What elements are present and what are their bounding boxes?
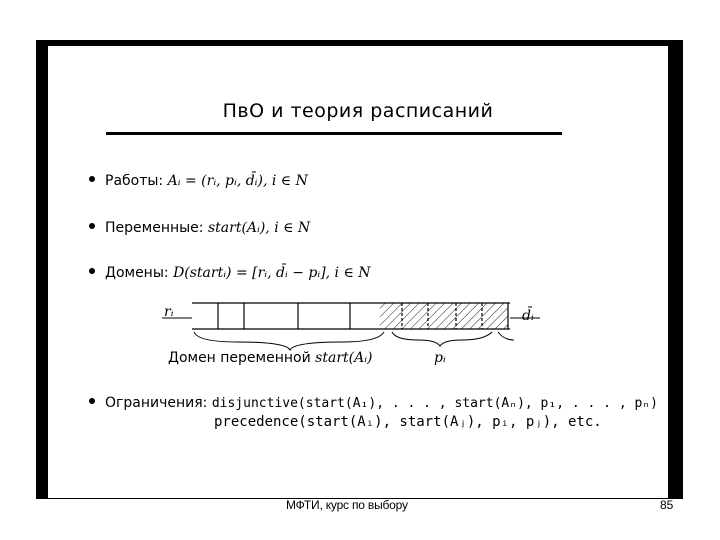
bullet-label: Переменные: xyxy=(105,220,204,236)
d-label: d̄ᵢ xyxy=(522,308,534,324)
bullet-label: Домены: xyxy=(105,265,169,281)
hatched-region xyxy=(380,303,508,329)
bullet-constraints xyxy=(89,395,658,411)
bullet-dot xyxy=(89,398,95,404)
footer-course: МФТИ, курс по выбору xyxy=(286,498,408,512)
bullet-label: Работы: xyxy=(105,173,164,189)
bullet-formula: start(Aᵢ), i ∈ N xyxy=(207,220,311,236)
domain-diagram xyxy=(48,46,668,386)
p-brace xyxy=(392,332,492,346)
bullet-formula: D(startᵢ) = [rᵢ, d̄ᵢ − pᵢ], i ∈ N xyxy=(173,265,371,281)
slide xyxy=(48,46,668,498)
d-brace xyxy=(498,332,514,340)
bullet-formula: Aᵢ = (rᵢ, pᵢ, d̄ᵢ), i ∈ N xyxy=(167,173,308,189)
bullet-label: Ограничения: xyxy=(105,395,208,411)
domain-caption-var: start(Aᵢ) xyxy=(315,350,373,366)
domain-caption xyxy=(168,350,372,366)
footer-page-number: 85 xyxy=(660,498,674,512)
domain-brace xyxy=(194,332,384,350)
domain-caption-text: Домен переменной xyxy=(168,350,311,366)
slide-title: ПвО и теория расписаний xyxy=(222,100,494,122)
p-label: pᵢ xyxy=(434,350,446,366)
constraint-precedence: precedence(start(Aᵢ), start(Aⱼ), pᵢ, pⱼ), etc. xyxy=(214,414,602,430)
constraint-disjunctive: disjunctive(start(A₁), . . . , start(Aₙ), p₁, . . . , pₙ) xyxy=(211,396,658,411)
r-label: rᵢ xyxy=(164,304,174,320)
